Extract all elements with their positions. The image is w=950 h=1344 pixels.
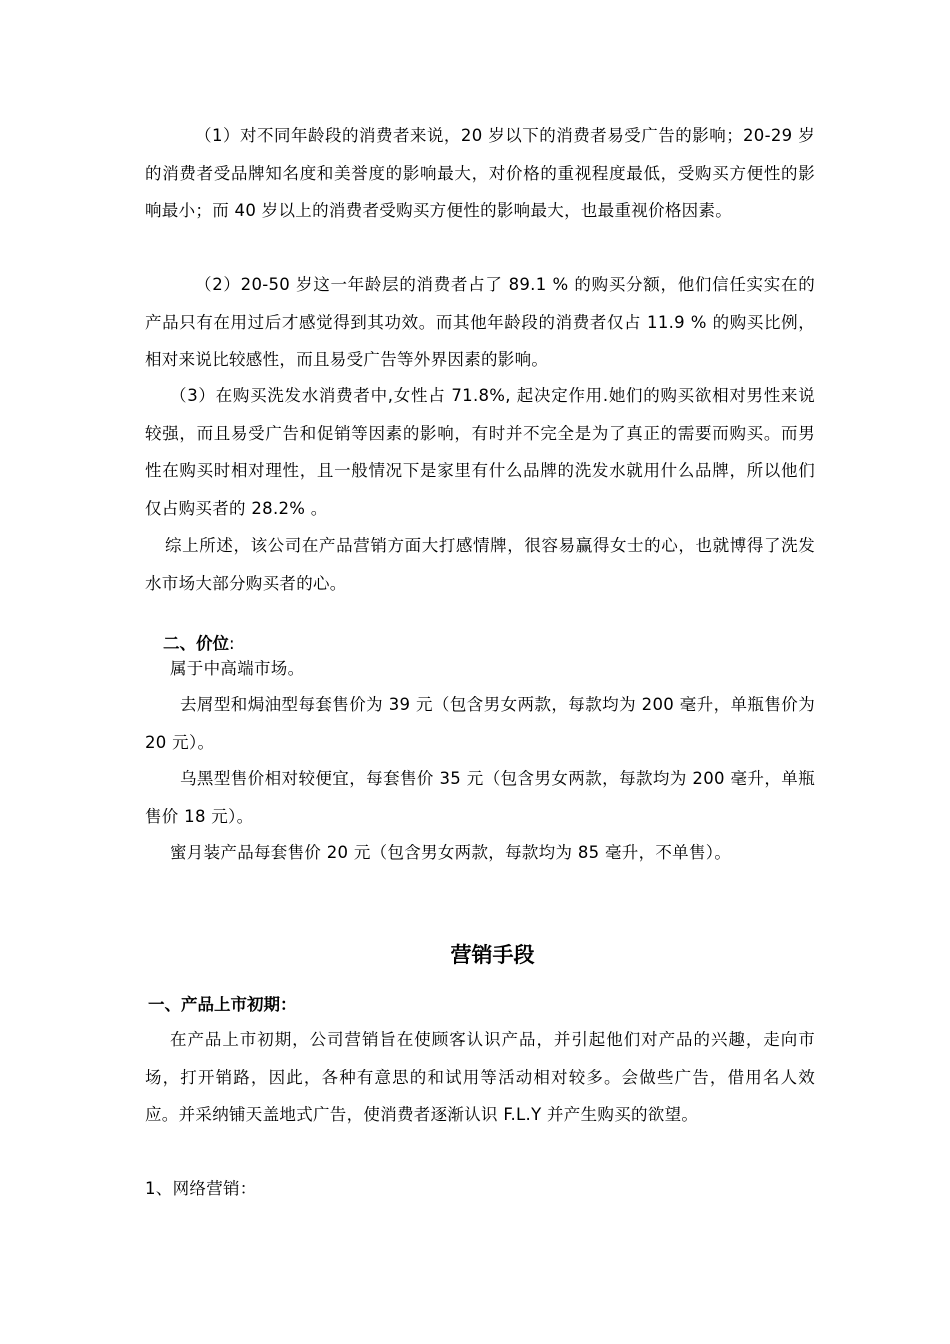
- paragraph-age-groups: （1）对不同年龄段的消费者来说，20 岁以下的消费者易受广告的影响；20-29 岁的消费者受品牌知名度和美誉度的影响最大，对价格的重视程度最低，受购买方便性的影响最小；而 40 岁以上的消费者受购买方便性的影响最大，也最重视价格因素。: [145, 126, 815, 220]
- paragraph-market-segment: 属于中高端市场。: [170, 659, 305, 678]
- paragraph-summary: 综上所述，该公司在产品营销方面大打感情牌，很容易赢得女士的心，也就博得了洗发水市场大部分购买者的心。: [145, 536, 815, 593]
- paragraph-price-black: 乌黑型售价相对较便宜，每套售价 35 元（包含男女两款，每款均为 200 毫升，单瓶售价 18 元）。: [145, 769, 815, 826]
- price-heading-colon: :: [229, 634, 235, 653]
- launch-heading: 一、产品上市初期：: [148, 995, 297, 1014]
- section-title-marketing: 营销手段: [450, 943, 535, 967]
- paragraph-age-20-50: （2）20-50 岁这一年龄层的消费者占了 89.1 % 的购买分额，他们信任实实在的产品只有在用过后才感觉得到其功效。而其他年龄段的消费者仅占 11.9 % 的购买比例，相对来说比较感性，而且易受广告等外界因素的影响。: [145, 275, 815, 369]
- paragraph-online-marketing: 1、网络营销：: [145, 1179, 257, 1198]
- price-heading-text: 二、价位: [163, 634, 229, 653]
- paragraph-launch: 在产品上市初期，公司营销旨在使顾客认识产品，并引起他们对产品的兴趣，走向市场，打开销路，因此，各种有意思的和试用等活动相对较多。会做些广告，借用名人效应。并采纳铺天盖地式广告，使消费者逐渐认识 F.L.Y 并产生购买的欲望。: [145, 1030, 815, 1124]
- paragraph-price-dandruff: 去屑型和焗油型每套售价为 39 元（包含男女两款，每款均为 200 毫升，单瓶售价为 20 元）。: [145, 695, 815, 752]
- paragraph-gender: （3）在购买洗发水消费者中,女性占 71.8%, 起决定作用.她们的购买欲相对男性来说较强，而且易受广告和促销等因素的影响，有时并不完全是为了真正的需要而购买。而男性在购买时相对理性，且一般情况下是家里有什么品牌的洗发水就用什么品牌，所以他们仅占购买者的 28.2% 。: [145, 386, 815, 518]
- paragraph-price-honeymoon: 蜜月装产品每套售价 20 元（包含男女两款，每款均为 85 毫升，不单售）。: [170, 843, 732, 862]
